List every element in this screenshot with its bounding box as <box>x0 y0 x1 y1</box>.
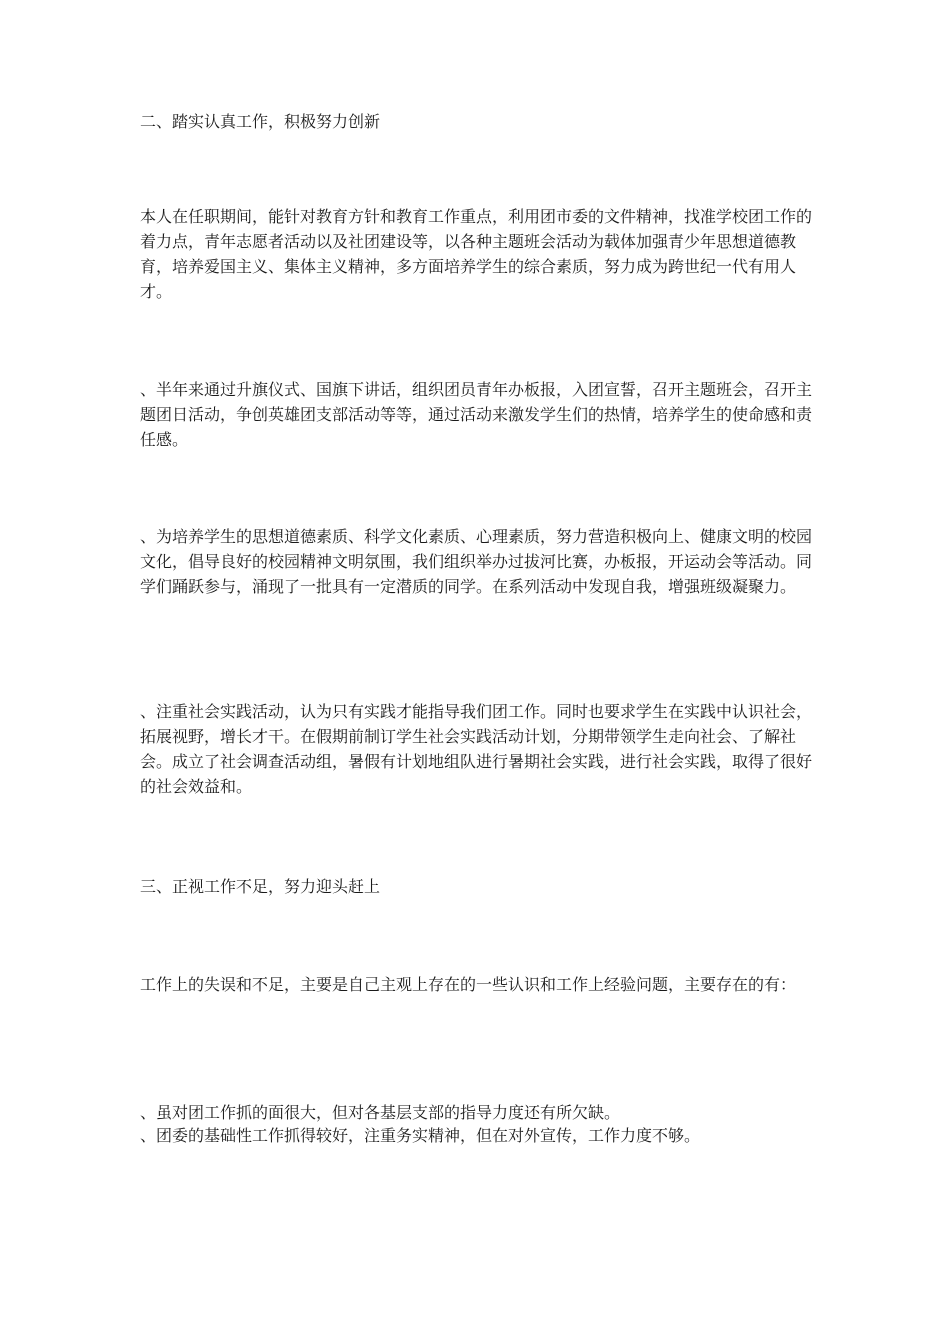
paragraph-item-social-practice: 、注重社会实践活动，认为只有实践才能指导我们团工作。同时也要求学生在实践中认识社会，拓展视野，增长才干。在假期前制订学生社会实践活动计划，分期带领学生走向社会、了解社会。成立了社会调查活动组，暑假有计划地组队进行暑期社会实践，进行社会实践，取得了很好的社会效益和。 <box>140 702 813 796</box>
section-heading-2: 二、踏实认真工作，积极努力创新 <box>140 112 381 131</box>
paragraph-intro: 本人在任职期间，能针对教育方针和教育工作重点，利用团市委的文件精神，找准学校团工作的着力点，青年志愿者活动以及社团建设等，以各种主题班会活动为载体加强青少年思想道德教育，培养爱国主义、集体主义精神，多方面培养学生的综合素质，努力成为跨世纪一代有用人才。 <box>140 207 813 301</box>
paragraph-shortcomings: 工作上的失误和不足，主要是自己主观上存在的一些认识和工作上经验问题，主要存在的有： <box>140 975 797 994</box>
paragraph-issue-2: 、团委的基础性工作抓得较好，注重务实精神，但在对外宣传，工作力度不够。 <box>140 1126 701 1145</box>
paragraph-item-activities: 、半年来通过升旗仪式、国旗下讲话，组织团员青年办板报，入团宣誓，召开主题班会，召开主题团日活动，争创英雄团支部活动等等，通过活动来激发学生们的热情，培养学生的使命感和责任感。 <box>140 380 813 449</box>
section-heading-3: 三、正视工作不足，努力迎头赶上 <box>140 877 381 896</box>
paragraph-issue-1: 、虽对团工作抓的面很大，但对各基层支部的指导力度还有所欠缺。 <box>140 1103 621 1122</box>
paragraph-item-campus-culture: 、为培养学生的思想道德素质、科学文化素质、心理素质，努力营造积极向上、健康文明的校园文化，倡导良好的校园精神文明氛围，我们组织举办过拔河比赛，办板报，开运动会等活动。同学们踊跃参与，涌现了一批具有一定潜质的同学。在系列活动中发现自我，增强班级凝聚力。 <box>140 527 813 596</box>
